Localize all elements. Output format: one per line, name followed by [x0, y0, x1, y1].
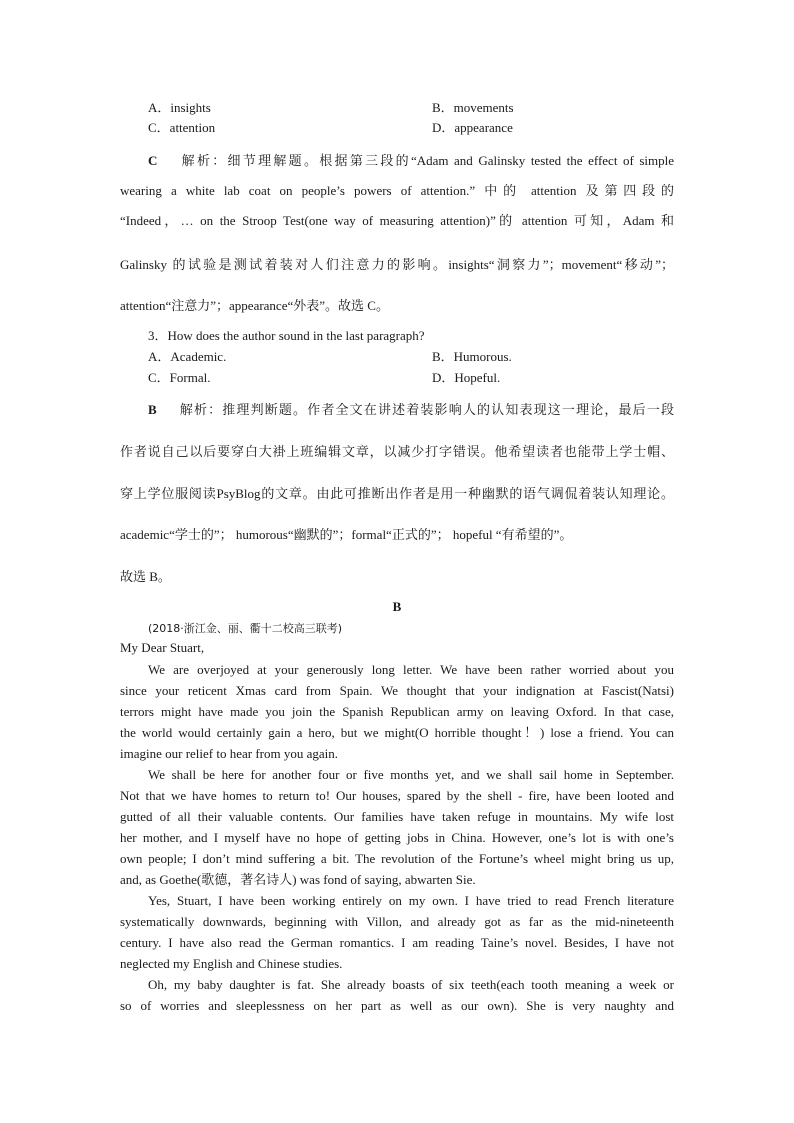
q2-explanation-line: C 解析：细节理解题。根据第三段的“Adam and Galinsky tested the effect of simple — [148, 153, 674, 168]
option-c: C．attention — [148, 120, 216, 135]
letter-greeting: My Dear Stuart, — [120, 640, 205, 655]
letter-line: Oh, my baby daughter is fat. She already boasts of six teeth(each tooth meaning a week or — [148, 977, 674, 992]
letter-line: since your reticent Xmas card from Spain. We thought that your indignation at Fascist(Natsi) — [120, 683, 674, 698]
option-d: D．Hopeful. — [432, 370, 501, 385]
section-title: B — [392, 599, 402, 614]
source-note: (2018·浙江金、丽、衢十二校高三联考) — [148, 622, 343, 635]
letter-line: neglected my English and Chinese studies. — [120, 956, 343, 971]
option-d: D．appearance — [432, 120, 513, 135]
option-a: A．Academic. — [148, 349, 227, 364]
q2-explanation-line: “Indeed，… on the Stroop Test(one way of measuring attention)”的 attention 可知，Adam 和 — [120, 213, 674, 228]
letter-line: own people; I don’t mind suffering a bit. The revolution of the Fortune’s wheel might bring us up, — [120, 851, 674, 866]
letter-line: so of worries and sleeplessness on her part as well as our own). She is very naughty and — [120, 998, 674, 1013]
letter-line: terrors might have made you join the Spanish Republican army on leaving Oxford. In that case, — [120, 704, 674, 719]
q3-explanation-line: 穿上学位服阅读PsyBlog的文章。由此可推断出作者是用一种幽默的语气调侃着装认知理论。 — [120, 486, 674, 501]
option-c: C．Formal. — [148, 370, 211, 385]
letter-line: systematically downwards, beginning with Villon, and already got as far as the mid-nineteenth — [120, 914, 674, 929]
q3-explanation-line: B 解析：推理判断题。作者全文在讲述着装影响人的认知表现这一理论，最后一段 — [148, 402, 674, 417]
letter-line: Not that we have homes to return to! Our houses, spared by the shell - fire, have been looted and — [120, 788, 674, 803]
letter-line: We are overjoyed at your generously long letter. We have been rather worried about you — [148, 662, 674, 677]
option-a: A．insights — [148, 100, 211, 115]
q2-explanation-line: wearing a white lab coat on people’s powers of attention.” 中的 attention 及第四段的 — [120, 183, 674, 198]
letter-line: gutted of all their valuable contents. Our families have taken refuge in mountains. My wife lost — [120, 809, 674, 824]
q3-question: 3．How does the author sound in the last paragraph? — [148, 328, 425, 343]
q2-answer: C — [148, 153, 158, 168]
letter-line: Yes, Stuart, I have been working entirely on my own. I have tried to read French literature — [148, 893, 674, 908]
option-b: B．movements — [432, 100, 514, 115]
letter-line: We shall be here for another four or five months yet, and we shall sail home in September. — [148, 767, 674, 782]
letter-line: imagine our relief to hear from you again. — [120, 746, 339, 761]
letter-line: her mother, and I myself have no hope of getting jobs in China. However, one’s lot is with one’s — [120, 830, 674, 845]
q3-explanation-line: 故选 B。 — [120, 569, 171, 584]
option-b: B．Humorous. — [432, 349, 512, 364]
q2-explanation-line: attention“注意力”；appearance“外表”。故选 C。 — [120, 298, 389, 313]
q3-answer: B — [148, 402, 157, 417]
q2-explanation-line: Galinsky 的试验是测试着装对人们注意力的影响。insights“洞察力”；movement“移动”； — [120, 257, 674, 272]
q3-explanation-line: 作者说自己以后要穿白大褂上班编辑文章，以减少打字错误。他希望读者也能带上学士帽、 — [120, 444, 674, 459]
letter-line: and, as Goethe(歌德，著名诗人) was fond of saying, abwarten Sie. — [120, 872, 476, 887]
letter-line: century. I have also read the German romantics. I am reading Taine’s novel. Besides, I have not — [120, 935, 674, 950]
q3-explanation-line: academic“学士的”； humorous“幽默的”；formal“正式的”； hopeful “有希望的”。 — [120, 527, 573, 542]
letter-line: the world would certainly gain a hero, but we might(O horrible thought！) lose a friend. You can — [120, 725, 674, 740]
